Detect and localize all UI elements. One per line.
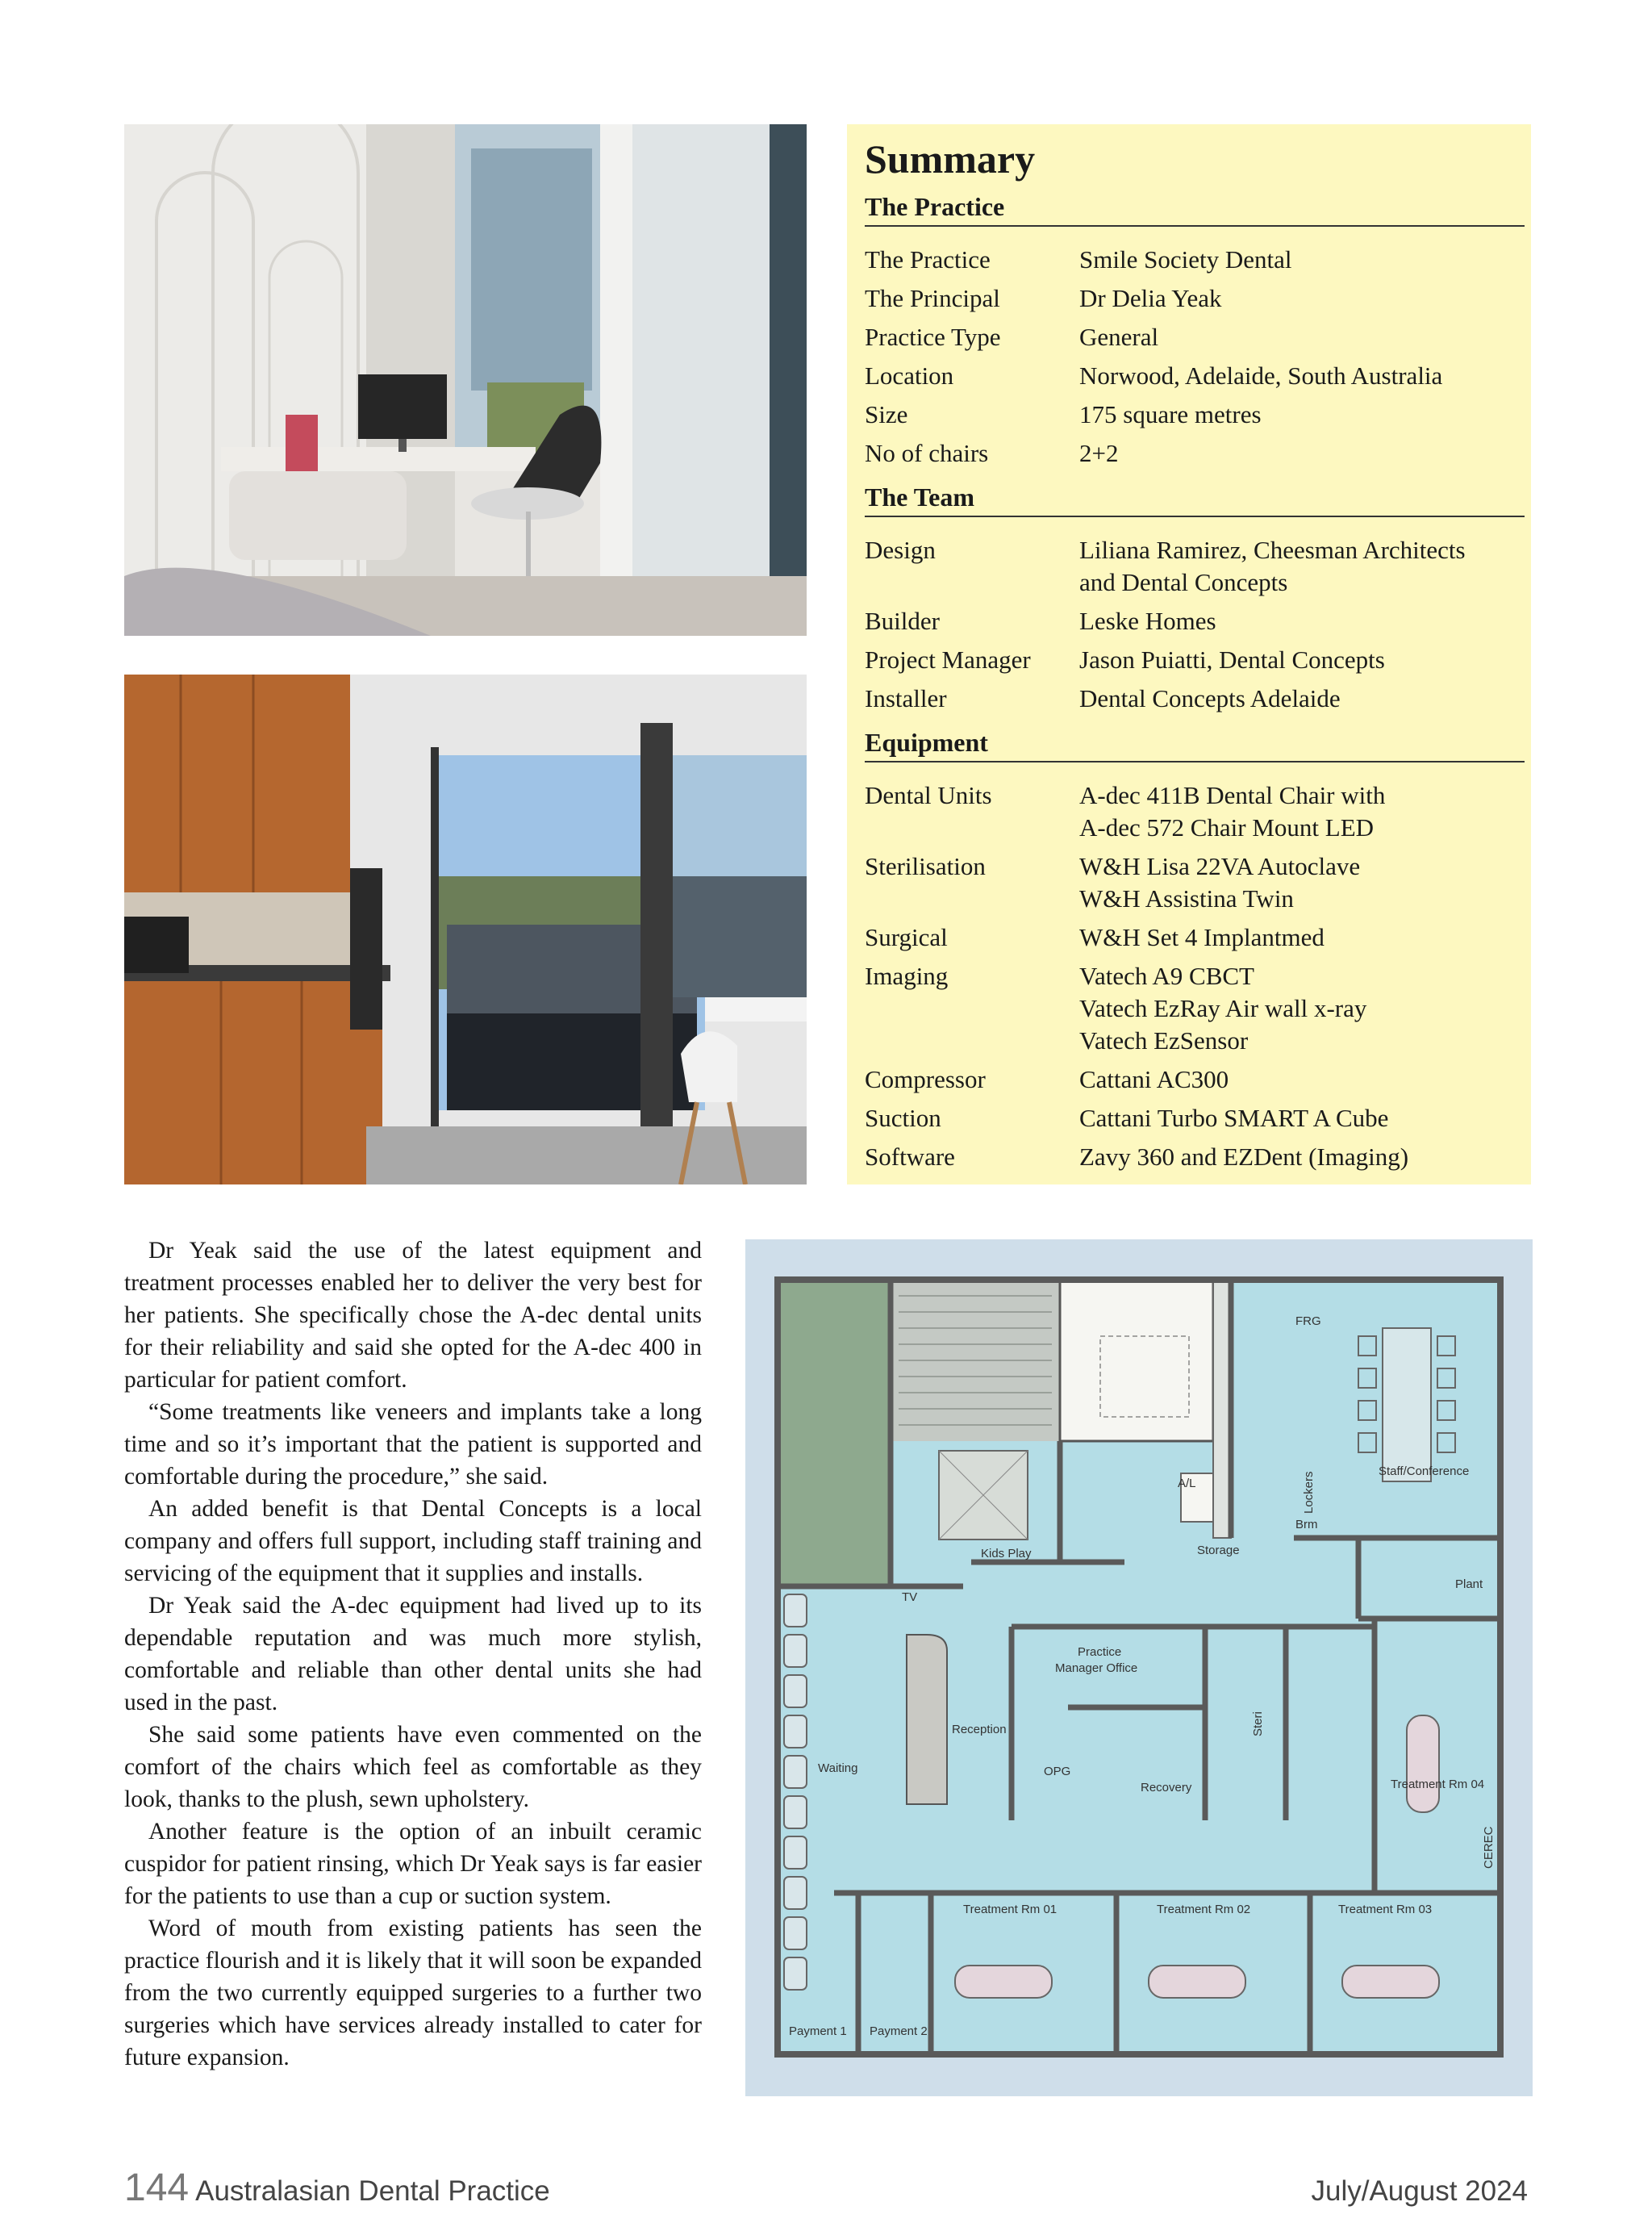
row-value: Vatech A9 CBCT Vatech EzRay Air wall x-ray Vatech EzSensor (1079, 962, 1367, 1055)
article-paragraph: Word of mouth from existing patients has seen the practice flourish and it is likely that it will soon be expanded from the two currently equipped surgeries to a further two surgeries which have services already installed to cater for future expansion. (124, 1916, 702, 2070)
row-value: 2+2 (1079, 439, 1119, 467)
page-number: 144 (124, 2166, 190, 2209)
page-footer (124, 2166, 550, 2210)
room-label-recovery: Recovery (1141, 1781, 1192, 1794)
room-label-treatment-rm-01: Treatment Rm 01 (963, 1903, 1058, 1916)
section-heading-practice: The Practice (865, 192, 1525, 227)
room-label-plant: Plant (1455, 1577, 1483, 1591)
room-label-cerec: CEREC (1482, 1826, 1496, 1869)
article-paragraph: An added benefit is that Dental Concepts is a local company and offers full support, including staff training and servicing of the equipment that it supplies and installs. (124, 1496, 702, 1586)
room-label-pm-line1: Practice (1078, 1645, 1122, 1659)
row-label: Size (865, 400, 908, 428)
row-value: Smile Society Dental (1079, 245, 1292, 274)
row-value: Cattani AC300 (1079, 1065, 1229, 1093)
room-label-tv: TV (902, 1590, 918, 1604)
room-label-treatment-rm-04: Treatment Rm 04 (1391, 1778, 1485, 1791)
row-value: W&H Set 4 Implantmed (1079, 923, 1325, 951)
article-paragraph: Another feature is the option of an inbuilt ceramic cuspidor for patient rinsing, which Dr Yeak says is far easier for the patients to use than a cup or suction system. (124, 1819, 702, 1909)
row-value: Dr Delia Yeak (1079, 284, 1222, 312)
room-label-reception: Reception (952, 1723, 1007, 1736)
room-label-payment-2: Payment 2 (870, 2024, 928, 2038)
row-label: Practice Type (865, 323, 1001, 351)
row-value: Dental Concepts Adelaide (1079, 684, 1341, 712)
row-label: Imaging (865, 962, 949, 990)
room-label-treatment-rm-03: Treatment Rm 03 (1338, 1903, 1433, 1916)
row-value: 175 square metres (1079, 400, 1262, 428)
row-value: Jason Puiatti, Dental Concepts (1079, 645, 1385, 674)
room-label-storage: Storage (1197, 1544, 1240, 1557)
row-value: W&H Lisa 22VA Autoclave W&H Assistina Twin (1079, 852, 1361, 913)
office-photo (124, 124, 807, 636)
row-label: Dental Units (865, 781, 992, 809)
room-label-opg: OPG (1044, 1765, 1071, 1778)
row-label: Sterilisation (865, 852, 986, 880)
row-label: Software (865, 1143, 955, 1171)
kitchenette-photo (124, 675, 807, 1184)
row-label: Project Manager (865, 645, 1031, 674)
room-label-treatment-rm-02: Treatment Rm 02 (1157, 1903, 1251, 1916)
floor-plan (745, 1239, 1533, 2096)
row-value: A-dec 411B Dental Chair with A-dec 572 Chair Mount LED (1079, 781, 1386, 842)
row-value: General (1079, 323, 1159, 351)
section-heading-equipment: Equipment (865, 728, 1525, 762)
article-paragraph: Dr Yeak said the A-dec equipment had lived up to its dependable reputation and was much more stylish, comfortable and reliable than other dental units she had used in the past. (124, 1593, 702, 1715)
issue-date: July/August 2024 (1311, 2175, 1528, 2207)
room-label-frg: FRG (1295, 1314, 1321, 1328)
row-label: The Principal (865, 284, 1000, 312)
row-label: Location (865, 361, 954, 390)
row-value: Zavy 360 and EZDent (Imaging) (1079, 1143, 1409, 1171)
summary-box (847, 124, 1531, 1184)
row-label: Surgical (865, 923, 948, 951)
room-label-payment-1: Payment 1 (789, 2024, 847, 2038)
room-label-al: A/L (1178, 1477, 1196, 1490)
row-label: Installer (865, 684, 947, 712)
room-label-staff: Staff/Conference (1379, 1464, 1470, 1478)
room-label-lockers: Lockers (1302, 1471, 1316, 1514)
row-label: Design (865, 536, 936, 564)
row-value: Cattani Turbo SMART A Cube (1079, 1104, 1389, 1132)
room-label-steri: Steri (1251, 1711, 1265, 1736)
row-label: Builder (865, 607, 940, 635)
article-paragraph: “Some treatments like veneers and implants take a long time and so it’s important that the patient is supported and comfortable during the procedure,” she said. (124, 1399, 702, 1489)
row-label: Suction (865, 1104, 941, 1132)
article-body (124, 1235, 702, 2074)
section-heading-team: The Team (865, 483, 1525, 517)
room-label-brm: Brm (1295, 1518, 1318, 1531)
row-label: The Practice (865, 245, 991, 274)
row-value: Norwood, Adelaide, South Australia (1079, 361, 1443, 390)
publication-name: Australasian Dental Practice (195, 2175, 550, 2207)
row-value: Liliana Ramirez, Cheesman Architects and Dental Concepts (1079, 536, 1466, 596)
article-paragraph: Dr Yeak said the use of the latest equipment and treatment processes enabled her to deliver the very best for her patients. She specifically chose the A-dec dental units for their reliability and said she opted for the A-dec 400 in particular for patient comfort. (124, 1238, 702, 1393)
room-label-waiting: Waiting (818, 1761, 858, 1775)
room-label-kids-play: Kids Play (981, 1547, 1032, 1560)
row-label: Compressor (865, 1065, 986, 1093)
row-value: Leske Homes (1079, 607, 1216, 635)
row-label: No of chairs (865, 439, 989, 467)
article-paragraph: She said some patients have even commented on the comfort of the chairs which feel as comfortable as they look, thanks to the plush, sewn upholstery. (124, 1722, 702, 1812)
summary-title: Summary (865, 136, 1036, 182)
room-label-pm-line2: Manager Office (1055, 1661, 1138, 1675)
